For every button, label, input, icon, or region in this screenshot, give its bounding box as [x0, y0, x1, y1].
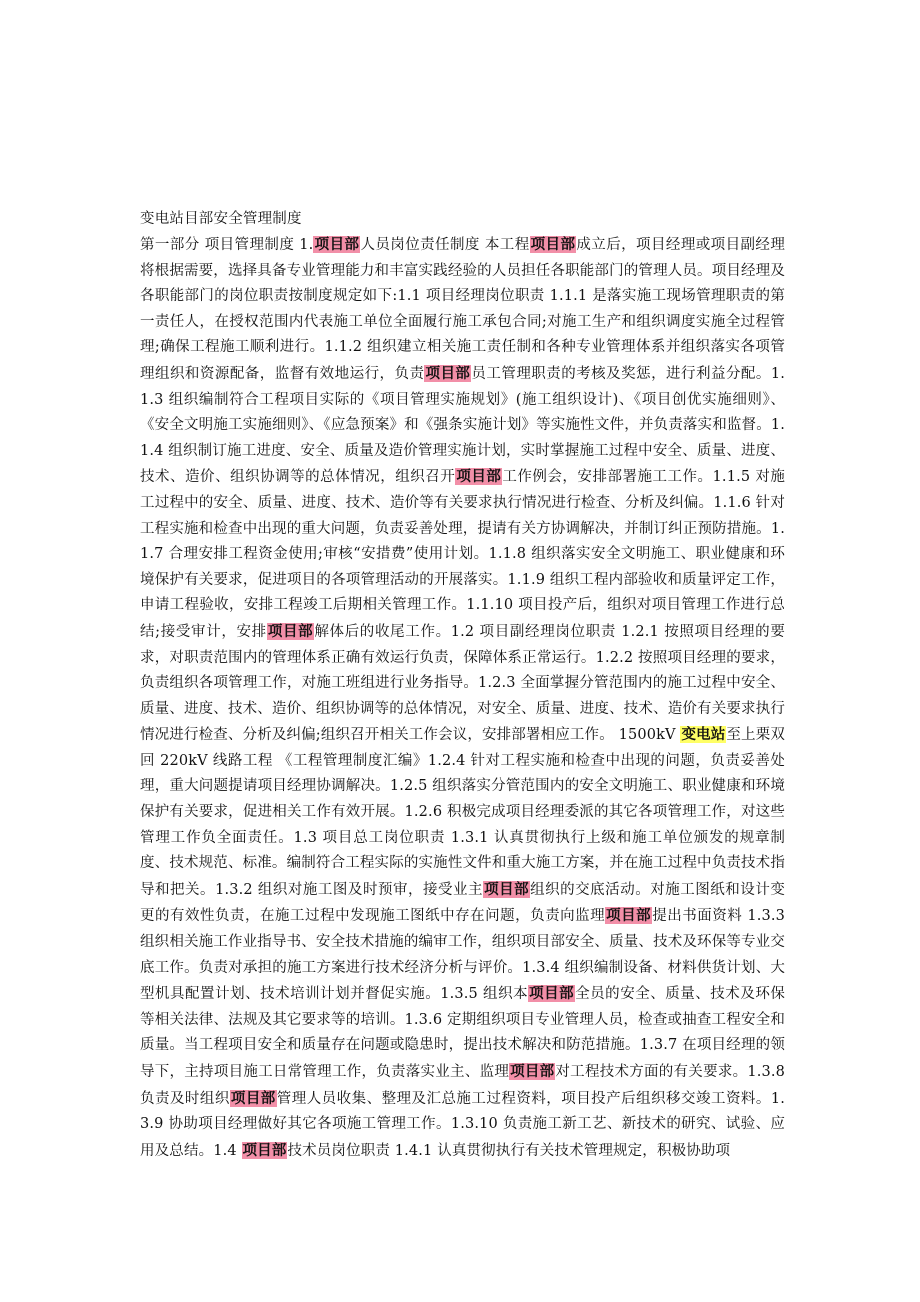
highlight-term: 项目部 — [242, 1141, 287, 1159]
body-text: 提出书面资料 1.3.3 组织相关施工作业指导书、安全技术措施的编审工作，组织项目部安全、质量、技术及环保等专业交底工作。负责对承担的施工方案进行技术经济分析与评价。1.3.4 组织编制设备、材料供货计划、大型机具配置计划、技术培训计划并督促实施。1.3.5 组织本 — [140, 908, 785, 1003]
body-text: 管理人员收集、整理及汇总施工过程资料，项目投产后组织移交竣工资料。1.3.9 协助项目经理做好其它各项施工管理工作。1.3.10 负责施工新工艺、新技术的研究、试验、应用及总结。1.4 — [140, 1090, 785, 1159]
body-text: 工作例会，安排部署施工工作。1.1.5 对施工过程中的安全、质量、进度、技术、造价等有关要求执行情况进行检查、分析及纠偏。1.1.6 针对工程实施和检查中出现的重大问题，负责妥善处理，提请有关方协调解决，并制订纠正预防措施。1.1.7 合理安排工程资金使用;审核“安措费”使用计划。1.1.8 组织落实安全文明施工、职业健康和环境保护有关要求，促进项目的各项管理活动的开展落实。1.1.9 组织工程内部验收和质量评定工作，申请工程验收，安排工程竣工后期相关管理工作。1.1.10 项目投产后，组织对项目管理工作进行总结;接受审计，安排 — [140, 469, 785, 640]
body-text: 成立后，项目经理或项目副经理将根据需要，选择具备专业管理能力和丰富实践经验的人员担任各职能部门的管理人员。项目经理及各职能部门的岗位职责按制度规定如下:1.1 项目经理岗位职责 1.1.1 是落实施工现场管理职责的第一责任人，在授权范围内代表施工单位全面履行施工承包合同;对施工生产和组织调度实施全过程管理;确保工程施工顺利进行。1.1.2 组织建立相关施工责任制和各种专业管理体系并组织落实各项管理组织和资源配备，监督有效地运行，负责 — [140, 237, 785, 382]
highlight-term: 项目部 — [314, 236, 360, 253]
body-text: 员工管理职责的考核及奖惩，进行利益分配。1.1.3 组织编制符合工程项目实际的《项目管理实施规划》(施工组织设计)、《项目创优实施细则》、《安全文明施工实施细则》、《应急预案》和《强条实施计划》等实施性文件，并负责落实和监督。1.1.4 组织制订施工进度、安全、质量及造价管理实施计划，实时掌握施工过程中安全、质量、进度、技术、造价、组织协调等的总体情况，组织召开 — [140, 365, 785, 486]
document-body — [140, 232, 785, 1164]
body-text: 至上栗双回 220kV 线路工程 《工程管理制度汇编》1.2.4 针对工程实施和检查中出现的问题，负责妥善处理，重大问题提请项目经理协调解决。1.2.5 组织落实分管范围内的安全文明施工、职业健康和环境保护有关要求，促进相关工作有效开展。1.2.6 积极完成项目经理委派的其它各项管理工作，对这些管理工作负全面责任。1.3 项目总工岗位职责 1.3.1 认真贯彻执行上级和施工单位颁发的规章制度、技术规范、标准。编制符合工程实际的实施性文件和重大施工方案，并在施工过程中负责技术指导和把关。1.3.2 组织对施工图及时预审，接受业主 — [140, 727, 785, 898]
body-text: 组织的交底活动。对施工图纸和设计变更的有效性负责，在施工过程中发现施工图纸中存在问题，负责向监理 — [140, 881, 785, 925]
highlight-term: 项目部 — [510, 1063, 555, 1080]
highlight-term: 项目部 — [484, 880, 530, 898]
highlight-term: 项目部 — [456, 468, 502, 486]
highlight-term: 项目部 — [530, 236, 576, 253]
body-text: 技术员岗位职责 1.4.1 认真贯彻执行有关技术管理规定，积极协助项 — [287, 1142, 731, 1159]
body-text: 解体后的收尾工作。1.2 项目副经理岗位职责 1.2.1 按照项目经理的要求，对职责范围内的管理体系正确有效运行负责，保障体系正常运行。1.2.2 按照项目经理的要求，负责组织各项管理工作，对施工班组进行业务指导。1.2.3 全面掌握分管范围内的施工过程中安全、质量、进度、技术、造价、组织协调等的总体情况，对安全、质量、进度、技术、造价有关要求执行情况进行检查、分析及纠偏;组织召开相关工作会议，安排部署相应工作。 1500kV — [140, 623, 785, 744]
body-text: 对工程技术方面的有关要求。1.3.8 负责及时组织 — [140, 1064, 786, 1107]
highlight-term: 项目部 — [606, 907, 652, 925]
highlight-term: 项目部 — [230, 1089, 276, 1107]
body-text: 全员的安全、质量、技术及环保等相关法律、法规及其它要求等的培训。1.3.6 定期组织项目专业管理人员，检查或抽查工程安全和质量。当工程项目安全和质量存在问题或隐患时，提出技术解决和防范措施。1.3.7 在项目经理的领导下，主持项目施工日常管理工作，负责落实业主、监理 — [140, 986, 785, 1080]
body-text: 人员岗位责任制度 本工程 — [360, 237, 530, 253]
body-text: 第一部分 项目管理制度 1. — [140, 237, 314, 253]
highlight-keyword: 变电站 — [681, 726, 726, 744]
highlight-term: 项目部 — [529, 985, 575, 1003]
highlight-term: 项目部 — [425, 364, 471, 382]
document-page — [140, 206, 785, 1164]
highlight-term: 项目部 — [267, 622, 314, 640]
document-title: 变电站目部安全管理制度 — [140, 211, 302, 227]
